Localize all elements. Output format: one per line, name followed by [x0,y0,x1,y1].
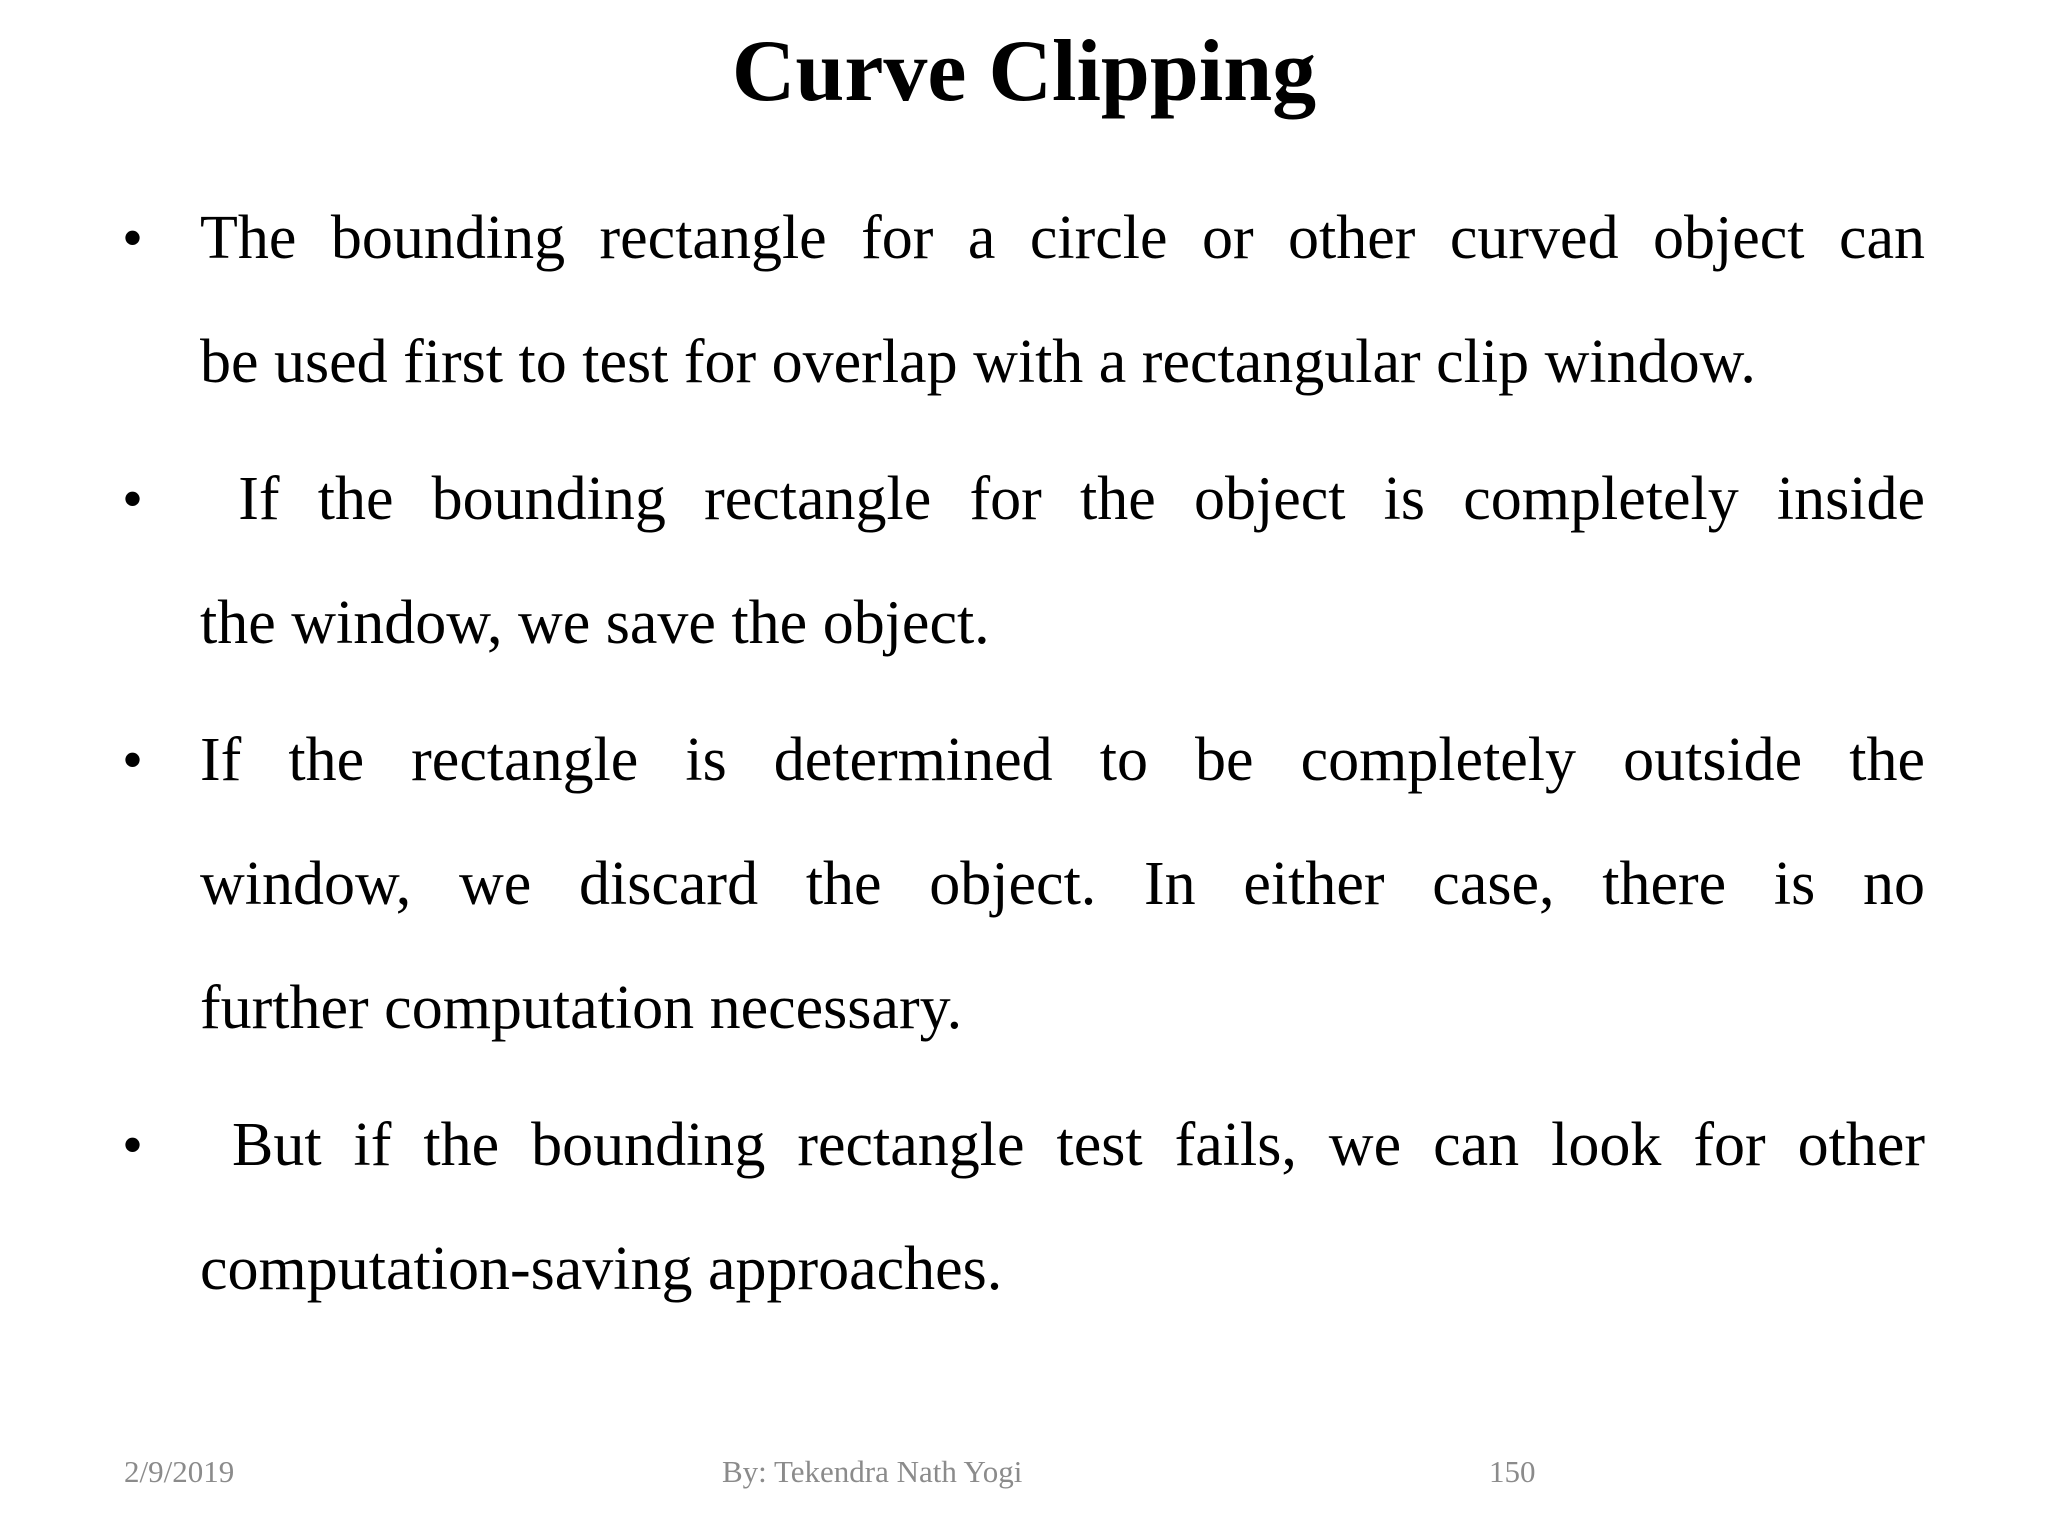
bullet-dot-icon: • [122,466,144,532]
bullet-dot-icon: • [122,727,144,793]
bullet-line: the window, we save the object. [200,589,990,657]
bullet-dot-icon: • [122,1112,144,1178]
footer-author: By: Tekendra Nath Yogi [722,1454,1023,1489]
footer-date: 2/9/2019 [124,1454,235,1489]
bullet-line: But if the bounding rectangle test fails, we can look for other [200,1111,1925,1179]
bullet-line: If the bounding rectangle for the object is completely inside [200,465,1926,533]
bullet-line: computation-saving approaches. [200,1235,1003,1303]
bullet-line: window, we discard the object. In either case, there is no [200,850,1925,918]
footer-page-number: 150 [1489,1454,1536,1489]
bullet-line: The bounding rectangle for a circle or other curved object can [200,204,1925,272]
bullet-line: be used first to test for overlap with a rectangular clip window. [200,328,1756,396]
bullet-dot-icon: • [122,205,144,271]
bullet-line: If the rectangle is determined to be completely outside the [200,726,1925,794]
slide-title: Curve Clipping [731,23,1317,120]
bullet-line: further computation necessary. [200,974,963,1042]
